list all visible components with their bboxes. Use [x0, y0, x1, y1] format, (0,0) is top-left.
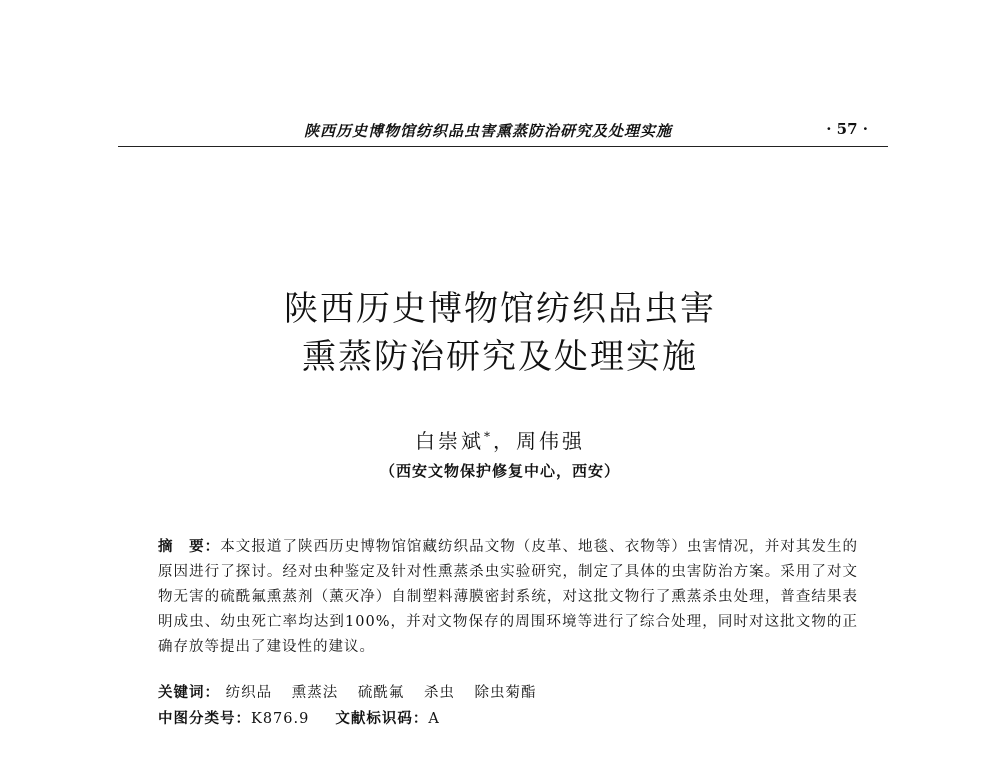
doc-code-label: 文献标识码：	[335, 711, 429, 727]
corresponding-author-mark: *	[484, 429, 493, 444]
author-second: 周伟强	[516, 429, 585, 453]
clc-label: 中图分类号：	[158, 711, 251, 727]
title-line-2: 熏蒸防治研究及处理实施	[302, 337, 698, 377]
running-title: 陕西历史博物馆纺织品虫害熏蒸防治研究及处理实施	[304, 122, 673, 140]
author-separator: ，	[493, 429, 516, 453]
abstract-label: 摘 要：	[158, 539, 221, 555]
abstract-text: 本文报道了陕西历史博物馆馆藏纺织品文物（皮革、地毯、衣物等）虫害情况，并对其发生的原因进行了探讨。经对虫种鉴定及针对性熏蒸杀虫实验研究，制定了具体的虫害防治方案。采用了对文物无害的硫酰氟熏蒸剂（薰灭净）自制塑料薄膜密封系统，对这批文物行了熏蒸杀虫处理，普查结果表明成虫、幼虫死亡率均达到100%，并对文物保存的周围环境等进行了综合处理，同时对这批文物的正确存放等提出了建设性的建议。	[158, 539, 859, 655]
keywords-label: 关键词：	[158, 685, 220, 701]
article-title	[0, 285, 1000, 381]
abstract	[158, 535, 858, 660]
running-header	[118, 118, 888, 147]
classification	[158, 707, 858, 728]
keyword: 硫酰氟	[357, 685, 405, 701]
page-number: · 57 ·	[826, 120, 868, 138]
keyword: 除虫菊酯	[474, 685, 537, 701]
title-line-1: 陕西历史博物馆纺织品虫害	[284, 289, 716, 329]
doc-code-value: A	[428, 711, 440, 727]
keyword: 熏蒸法	[291, 685, 339, 701]
clc-value: K876.9	[251, 711, 310, 727]
keywords	[158, 681, 858, 702]
authors	[0, 425, 1000, 454]
keyword: 杀虫	[423, 685, 455, 701]
author-first: 白崇斌	[415, 429, 484, 453]
affiliation: （西安文物保护修复中心，西安）	[379, 462, 620, 480]
keyword: 纺织品	[225, 685, 273, 701]
